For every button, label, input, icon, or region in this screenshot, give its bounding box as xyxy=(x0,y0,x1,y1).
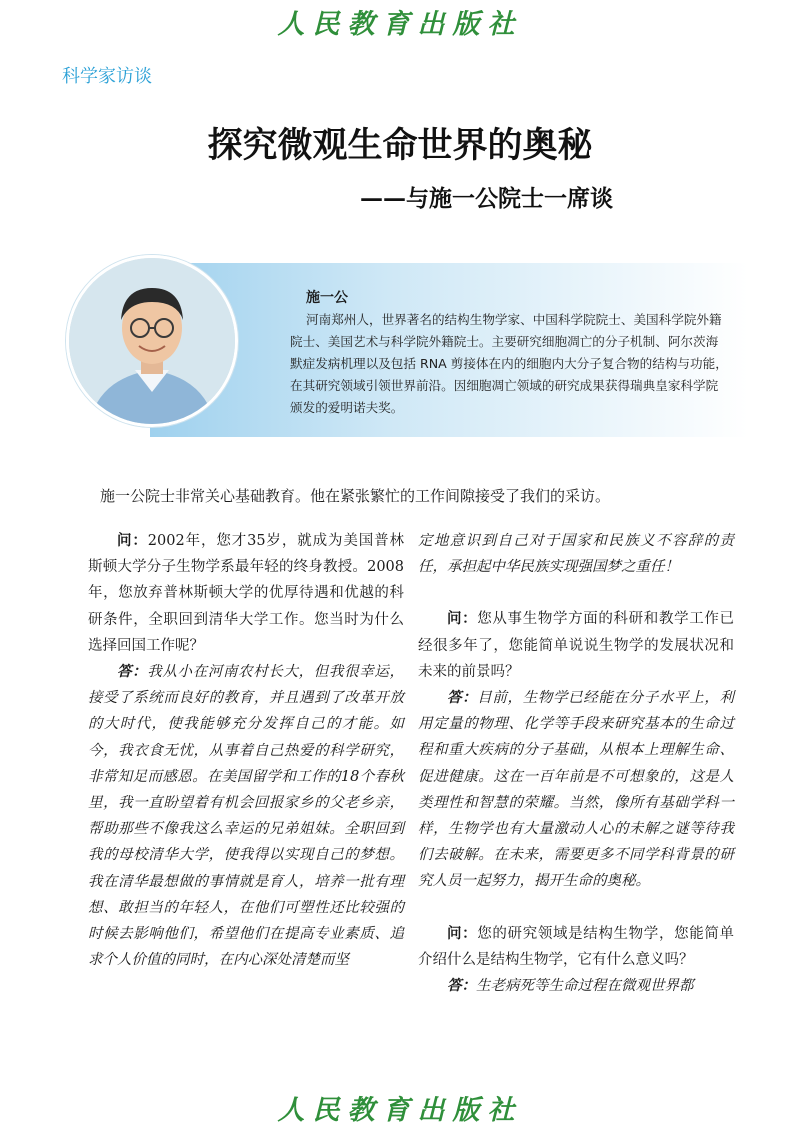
portrait-photo xyxy=(66,255,238,427)
question-label: 问： xyxy=(447,924,478,942)
answer-label: 答： xyxy=(117,663,148,681)
intro-paragraph: 施一公院士非常关心基础教育。他在紧张繁忙的工作间隙接受了我们的采访。 xyxy=(100,487,611,505)
article-title: 探究微观生命世界的奥秘 xyxy=(207,125,593,166)
answer-text: 我从小在河南农村长大，但我很幸运，接受了系统而良好的教育，并且遇到了改革开放的大时代，使我能够充分发挥自己的才能。如今，我衣食无忧，从事着自己热爱的科学研究，非常知足而感恩。在美国留学和工作的18个春秋里，我一直盼望着有机会回报家乡的父老乡亲，帮助那些不像我这么幸运的兄弟姐妹。全职回到我的母校清华大学，使我得以实现自己的梦想。我在清华最想做的事情就是育人，培养一批有理想、敢担当的年轻人，在他们可塑性还比较强的时候去影响他们，希望他们在提高专业素质、追求个人价值的同时，在内心深处清楚而坚 xyxy=(88,664,405,969)
publisher-logo-header: 人民教育出版社 xyxy=(277,9,523,40)
bio-name: 施一公 xyxy=(306,290,348,306)
answer-text: 生老病死等生命过程在微观世界都 xyxy=(476,978,694,995)
answer-1 xyxy=(88,659,404,973)
left-column xyxy=(88,528,404,973)
answer-text: 目前，生物学已经能在分子水平上，利用定量的物理、化学等手段来研究基本的生命过程和重大疾病的分子基础，从根本上理解生命、促进健康。这在一百年前是不可想象的，这是人类理性和智慧的荣耀。当然，像所有基础学科一样，生物学也有大量激动人心的未解之谜等待我们去破解。在未来，需要更多不同学科背景的研究人员一起努力，揭开生命的奥秘。 xyxy=(418,690,735,890)
question-text: 2002年，您才35岁，就成为美国普林斯顿大学分子生物学系最年轻的终身教授。2008年，您放弃普林斯顿大学的优厚待遇和优越的科研条件，全职回到清华大学工作。您当时为什么选择回国工作呢？ xyxy=(88,533,405,654)
bio-text: 河南郑州人，世界著名的结构生物学家、中国科学院院士、美国科学院外籍院士、美国艺术与科学院外籍院士。主要研究细胞凋亡的分子机制、阿尔茨海默症发病机理以及包括 RNA 剪接体在内的细胞内大分子复合物的结构与功能，在其研究领域引领世界前沿。因细胞凋亡领域的研究成果获得瑞典皇家科学院颁发的爱明诺夫奖。 xyxy=(290,312,728,415)
section-label: 科学家访谈 xyxy=(62,66,152,87)
question-label: 问： xyxy=(447,610,478,628)
answer-2 xyxy=(418,685,734,895)
right-column xyxy=(418,528,734,999)
portrait-illustration xyxy=(69,258,235,424)
question-1 xyxy=(88,528,404,659)
question-2 xyxy=(418,606,734,685)
answer-label: 答： xyxy=(447,689,478,707)
answer-label: 答： xyxy=(447,977,476,995)
question-3 xyxy=(418,921,734,973)
answer-3 xyxy=(418,973,734,999)
publisher-logo-footer: 人民教育出版社 xyxy=(277,1095,523,1126)
article-subtitle: ——与施一公院士一席谈 xyxy=(360,185,613,212)
question-text: 您的研究领域是结构生物学，您能简单介绍什么是结构生物学，它有什么意义吗？ xyxy=(418,925,735,968)
answer-1-continued: 定地意识到自己对于国家和民族义不容辞的责任，承担起中华民族实现强国梦之重任！ xyxy=(418,533,734,576)
question-label: 问： xyxy=(117,532,148,549)
question-text: 您从事生物学方面的科研和教学工作已经很多年了，您能简单说说生物学的发展状况和未来的前景吗？ xyxy=(418,611,735,680)
